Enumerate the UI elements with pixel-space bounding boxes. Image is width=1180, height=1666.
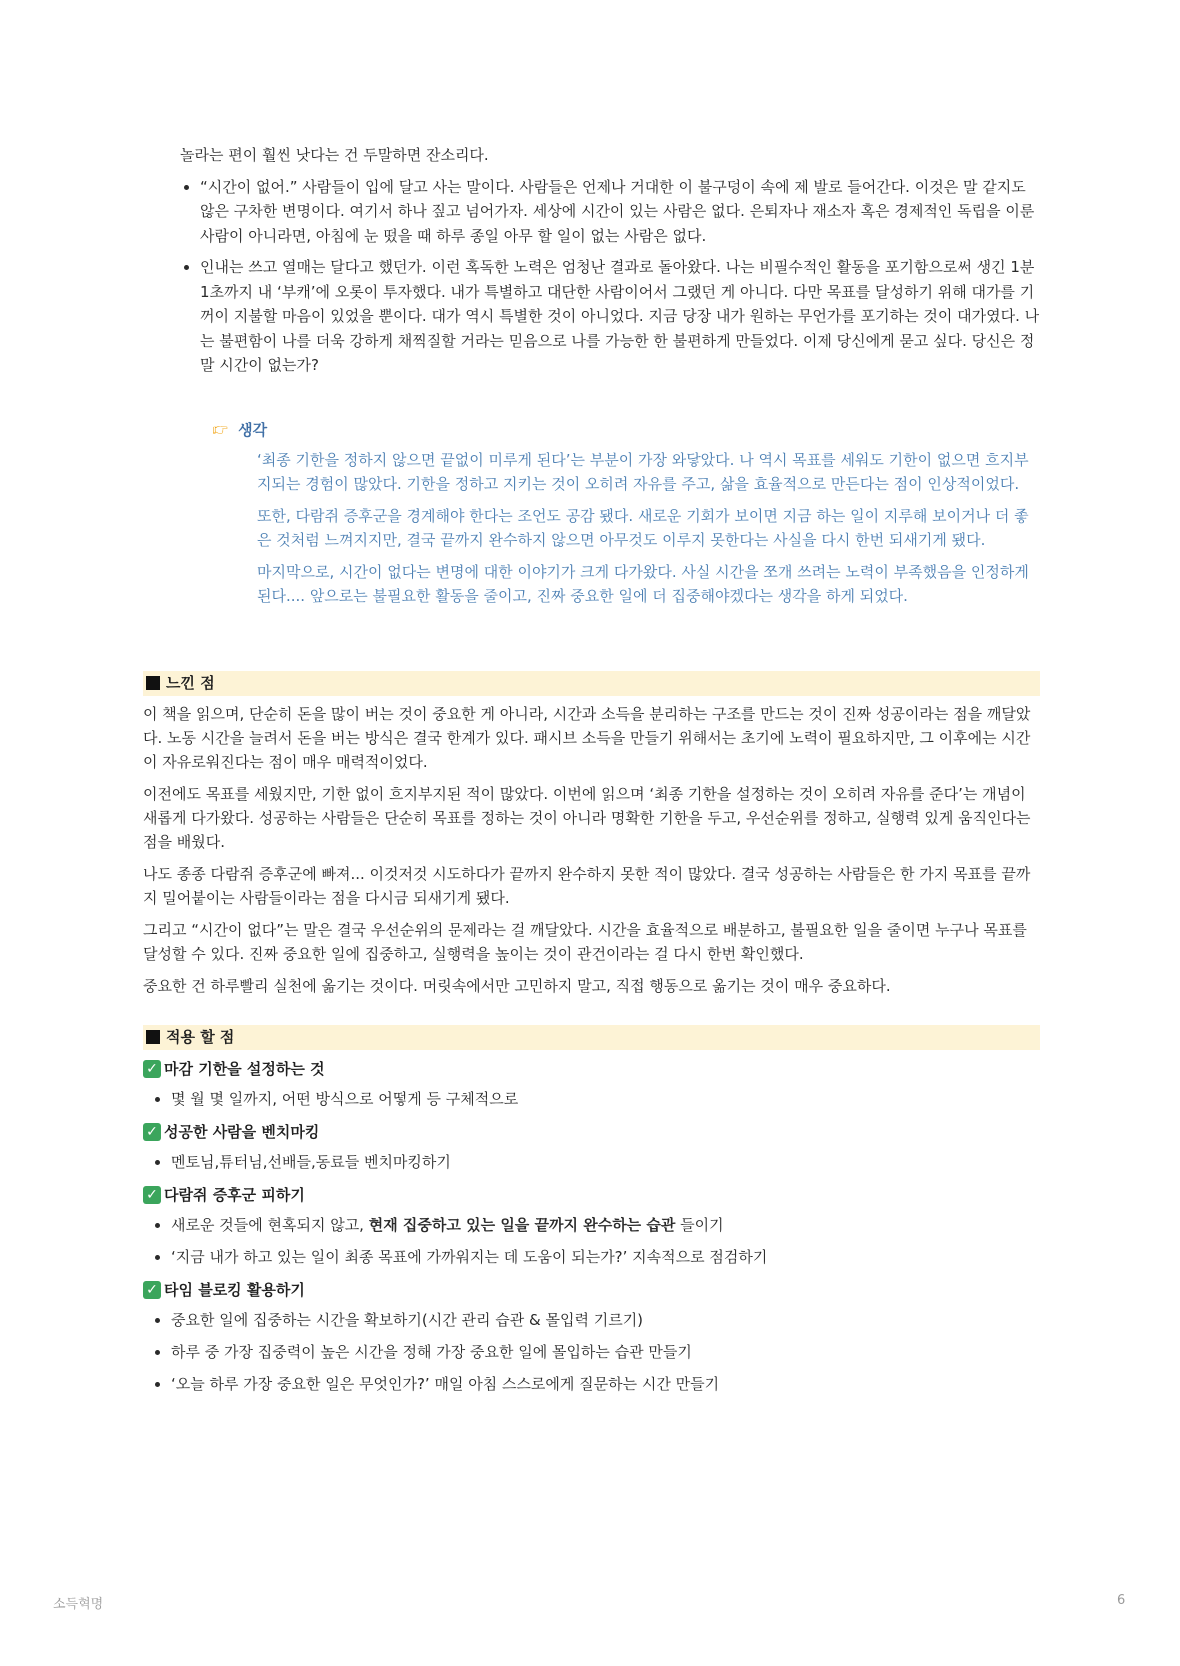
apply-item-list [143,1087,1043,1111]
list-item: • 하루 중 가장 집중력이 높은 시간을 정해 가장 중요한 일에 몰입하는 습관 만들기 [171,1340,1043,1364]
paragraph: 중요한 건 하루빨리 실천에 옮기는 것이다. 머릿속에서만 고민하지 말고, 직접 행동으로 옮기는 것이 매우 중요하다. [143,977,891,995]
section-heading-label: 적용 할 점 [166,1028,235,1046]
apply-item-list [143,1308,1043,1396]
list-item: • 몇 월 몇 일까지, 어떤 방식으로 어떻게 등 구체적으로 [171,1087,1043,1111]
section-heading-label: 느낀 점 [166,674,215,692]
list-item [171,1213,1043,1237]
paragraph: 이전에도 목표를 세웠지만, 기한 없이 흐지부지된 적이 많았다. 이번에 읽으며 ‘최종 기한을 설정하는 것이 오히려 자유를 준다’는 개념이 새롭게 다가왔다. 성공하는 사람들은 단순히 목표를 정하는 것이 아니라 명확한 기한을 두고, 우선순위를 정하고, 실행력 있게 움직인다는 점을 배웠다. [143,785,1031,851]
bold-text: 현재 집중하고 있는 일을 끝까지 완수하는 습관 [368,1216,676,1234]
callout-body [257,448,1032,608]
apply-item-heading [143,1182,1043,1208]
text-segment: 새로운 것들에 현혹되지 않고, [171,1216,369,1234]
check-mark-icon: ✓ [143,1281,161,1299]
list-item: • 멘토님,튜터님,선배들,동료들 벤치마킹하기 [171,1150,1043,1174]
callout-paragraph: 또한, 다람쥐 증후군을 경계해야 한다는 조언도 공감 됐다. 새로운 기회가 보이면 지금 하는 일이 지루해 보이거나 더 좋은 것처럼 느껴지지만, 결국 끝까지 완수하지 않으면 아무것도 이루지 못한다는 사실을 다시 한번 되새기게 됐다. [257,507,1029,549]
section-heading-feel [143,671,1040,696]
callout-title: 생각 [238,420,268,439]
apply-item-list [143,1150,1043,1174]
callout-header [212,416,1032,442]
list-item: • ‘지금 내가 하고 있는 일이 최종 목표에 가까워지는 데 도움이 되는가?’ 지속적으로 점검하기 [171,1245,1043,1269]
apply-item-title: 마감 기한을 설정하는 것 [164,1060,325,1078]
apply-item-title: 다람쥐 증후군 피하기 [164,1186,305,1204]
apply-section [143,1056,1043,1404]
feel-section [143,702,1043,1006]
footer-title: 소득혁명 [53,1597,104,1612]
apply-item-title: 성공한 사람을 벤치마킹 [164,1123,320,1141]
list-item: • “시간이 없어.” 사람들이 입에 달고 사는 말이다. 사람들은 언제나 거대한 이 불구덩이 속에 제 발로 들어간다. 이것은 말 같지도 않은 구차한 변명이다. 여기서 하나 짚고 넘어가자. 세상에 시간이 있는 사람은 없다. 은퇴자나 재소자 혹은 경제적인 독립을 이룬 사람이 아니라면, 아침에 눈 떴을 때 하루 종일 아무 할 일이 없는 사람은 없다. [200,175,1040,249]
page-number: 6 [1117,1593,1126,1608]
paragraph: 그리고 “시간이 없다”는 말은 결국 우선순위의 문제라는 걸 깨달았다. 시간을 효율적으로 배분하고, 불필요한 일을 줄이면 누구나 목표를 달성할 수 있다. 진짜 중요한 일에 집중하고, 실행력을 높이는 것이 관건이라는 걸 다시 한번 확인했다. [143,921,1027,963]
black-square-icon [146,676,160,690]
apply-item-list [143,1213,1043,1269]
apply-item-heading [143,1056,1043,1082]
paragraph: 이 책을 읽으며, 단순히 돈을 많이 버는 것이 중요한 게 아니라, 시간과 소득을 분리하는 구조를 만드는 것이 진짜 성공이라는 점을 깨달았다. 노동 시간을 늘려서 돈을 버는 방식은 결국 한계가 있다. 패시브 소득을 만들기 위해서는 초기에 노력이 필요하지만, 그 이후에는 시간이 자유로워진다는 점이 매우 매력적이었다. [143,705,1031,771]
thought-callout [212,416,1032,616]
list-item: • ‘오늘 하루 가장 중요한 일은 무엇인가?’ 매일 아침 스스로에게 질문하는 시간 만들기 [171,1372,1043,1396]
check-mark-icon: ✓ [143,1186,161,1204]
callout-paragraph: ‘최종 기한을 정하지 않으면 끝없이 미루게 된다’는 부분이 가장 와닿았다. 나 역시 목표를 세워도 기한이 없으면 흐지부지되는 경험이 많았다. 기한을 정하고 지키는 것이 오히려 자유를 주고, 삶을 효율적으로 만든다는 점이 인상적이었다. [257,451,1029,493]
check-mark-icon: ✓ [143,1060,161,1078]
pointing-hand-icon: 👉︎ [212,416,229,441]
paragraph: 나도 종종 다람쥐 증후군에 빠져... 이것저것 시도하다가 끝까지 완수하지 못한 적이 많았다. 결국 성공하는 사람들은 한 가지 목표를 끝까지 밀어붙이는 사람들이라는 점을 다시금 되새기게 됐다. [143,865,1031,907]
top-bullet-section [180,143,1040,385]
apply-item-heading [143,1277,1043,1303]
text-segment: 들이기 [675,1216,724,1234]
callout-paragraph: 마지막으로, 시간이 없다는 변명에 대한 이야기가 크게 다가왔다. 사실 시간을 쪼개 쓰려는 노력이 부족했음을 인정하게 된다.... 앞으로는 불필요한 활동을 줄이고, 진짜 중요한 일에 더 집중해야겠다는 생각을 하게 되었다. [257,563,1029,605]
top-bullet-list [180,175,1040,378]
list-item: • 인내는 쓰고 열매는 달다고 했던가. 이런 혹독한 노력은 엄청난 결과로 돌아왔다. 나는 비필수적인 활동을 포기함으로써 생긴 1분 1초까지 내 ‘부캐’에 오롯이 투자했다. 내가 특별하고 대단한 사람이어서 그랬던 게 아니다. 다만 목표를 달성하기 위해 대가를 기꺼이 지불할 마음이 있었을 뿐이다. 대가 역시 특별한 것이 아니었다. 지금 당장 내가 원하는 무언가를 포기하는 것이 대가였다. 나는 불편함이 나를 더욱 강하게 채찍질할 거라는 믿음으로 나를 가능한 한 불편하게 만들었다. 이제 당신에게 묻고 싶다. 당신은 정말 시간이 없는가? [200,255,1040,378]
apply-item-title: 타임 블로킹 활용하기 [164,1281,305,1299]
lead-text: 놀라는 편이 훨씬 낫다는 건 두말하면 잔소리다. [180,146,489,164]
apply-item-heading [143,1119,1043,1145]
list-item: • 중요한 일에 집중하는 시간을 확보하기(시간 관리 습관 & 몰입력 기르기) [171,1308,1043,1332]
section-heading-apply [143,1025,1040,1050]
black-square-icon [146,1030,160,1044]
check-mark-icon: ✓ [143,1123,161,1141]
